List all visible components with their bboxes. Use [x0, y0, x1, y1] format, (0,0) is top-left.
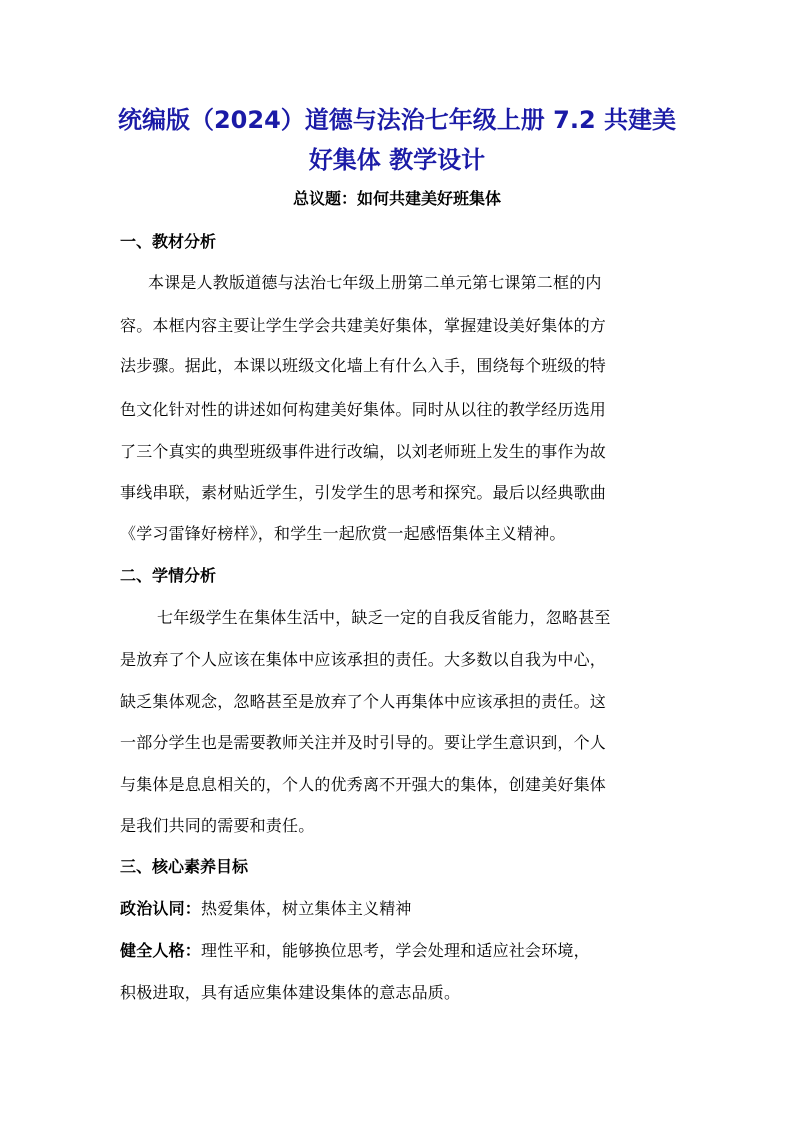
paragraph-line: 《学习雷锋好榜样》，和学生一起欣赏一起感悟集体主义精神。 — [120, 524, 566, 543]
section-heading-core-literacy-goals: 三、核心素养目标 — [120, 857, 249, 876]
paragraph-line: 色文化针对性的讲述如何构建美好集体。同时从以往的教学经历选用 — [120, 400, 607, 419]
paragraph-line: 缺乏集体观念，忽略甚至是放弃了个人再集体中应该承担的责任。这 — [120, 692, 607, 711]
paragraph-line: 七年级学生在集体生活中，缺乏一定的自我反省能力，忽略甚至 — [157, 608, 611, 627]
goal-label: 政治认同： — [120, 899, 202, 918]
goal-label: 健全人格： — [120, 941, 202, 960]
paragraph-line: 容。本框内容主要让学生学会共建美好集体，掌握建设美好集体的方 — [120, 316, 607, 335]
paragraph-line: 一部分学生也是需要教师关注并及时引导的。要让学生意识到，个人 — [120, 733, 607, 752]
paragraph-line: 是放弃了个人应该在集体中应该承担的责任。大多数以自我为中心， — [120, 650, 607, 669]
subtitle: 总议题：如何共建美好班集体 — [292, 189, 501, 208]
goal-text: 热爱集体，树立集体主义精神 — [201, 899, 412, 918]
title-line-2: 好集体 教学设计 — [308, 146, 486, 174]
section-heading-student-analysis: 二、学情分析 — [120, 566, 217, 585]
paragraph-line: 与集体是息息相关的，个人的优秀离不开强大的集体，创建美好集体 — [120, 775, 607, 794]
goal-sound-personality — [120, 938, 680, 964]
section-heading-textbook-analysis: 一、教材分析 — [120, 232, 217, 251]
paragraph-line: 法步骤。据此，本课以班级文化墙上有什么入手，围绕每个班级的特 — [120, 356, 607, 375]
paragraph-line: 是我们共同的需要和责任。 — [120, 816, 315, 835]
paragraph-line: 事线串联，素材贴近学生，引发学生的思考和探究。最后以经典歌曲 — [120, 483, 607, 502]
paragraph-line: 本课是人教版道德与法治七年级上册第二单元第七课第二框的内 — [148, 273, 602, 292]
goal-text: 理性平和，能够换位思考，学会处理和适应社会环境， — [201, 941, 590, 960]
paragraph-line: 了三个真实的典型班级事件进行改编，以刘老师班上发生的事作为故 — [120, 442, 607, 461]
goal-political-identity — [120, 896, 680, 922]
paragraph-line: 积极进取，具有适应集体建设集体的意志品质。 — [120, 983, 461, 1002]
document-title — [110, 100, 684, 180]
title-line-1: 统编版（2024）道德与法治七年级上册 7.2 共建美 — [117, 106, 677, 134]
